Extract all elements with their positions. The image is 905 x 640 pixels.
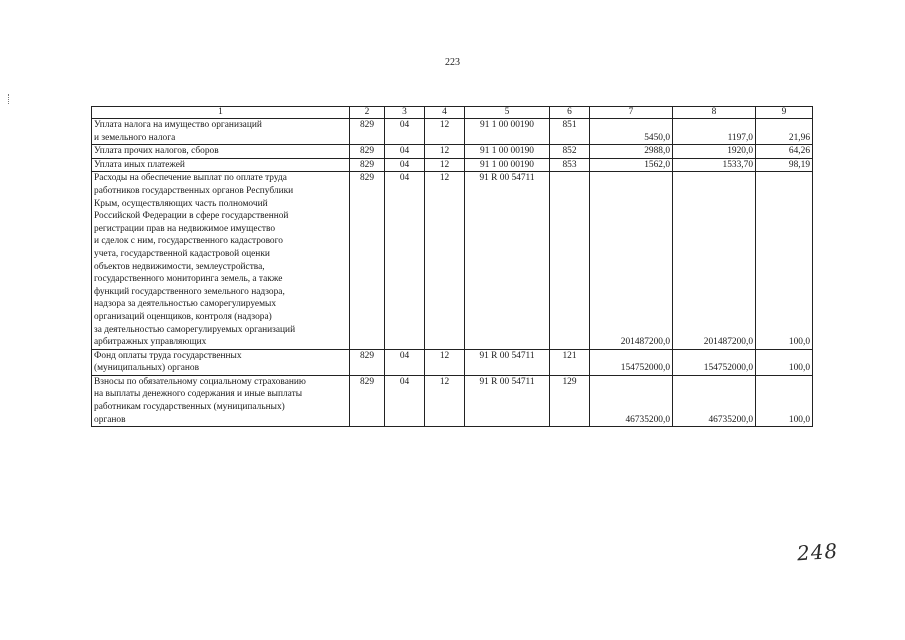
cell-code-6: 129 (550, 375, 590, 426)
header-cell: 4 (425, 107, 465, 119)
cell-code-6: 853 (550, 158, 590, 172)
header-cell: 9 (756, 107, 813, 119)
cell-code-6 (550, 172, 590, 349)
cell-value-9: 100,0 (756, 172, 813, 349)
cell-code-4: 12 (425, 119, 465, 145)
cell-code-2: 829 (350, 349, 385, 375)
row-name: Взносы по обязательному социальному страхованию на выплаты денежного содержания и иные выплаты работникам государственных (муниципальных) органов (92, 375, 350, 426)
cell-value-9: 98,19 (756, 158, 813, 172)
margin-mark (8, 94, 10, 104)
cell-code-5: 91 R 00 54711 (465, 375, 550, 426)
header-cell: 1 (92, 107, 350, 119)
header-cell: 5 (465, 107, 550, 119)
cell-value-8: 1920,0 (673, 145, 756, 159)
cell-value-7: 201487200,0 (590, 172, 673, 349)
cell-code-6: 121 (550, 349, 590, 375)
handwritten-page-note: 248 (796, 538, 839, 566)
cell-code-3: 04 (385, 172, 425, 349)
cell-code-3: 04 (385, 145, 425, 159)
cell-value-8: 46735200,0 (673, 375, 756, 426)
cell-code-5: 91 1 00 00190 (465, 119, 550, 145)
cell-code-2: 829 (350, 158, 385, 172)
table-row (92, 172, 813, 349)
cell-code-5: 91 R 00 54711 (465, 172, 550, 349)
table-row (92, 375, 813, 426)
cell-value-8: 1197,0 (673, 119, 756, 145)
cell-code-6: 851 (550, 119, 590, 145)
cell-code-4: 12 (425, 349, 465, 375)
cell-value-8: 154752000,0 (673, 349, 756, 375)
cell-value-8: 201487200,0 (673, 172, 756, 349)
row-name: Уплата налога на имущество организаций и земельного налога (92, 119, 350, 145)
header-cell: 8 (673, 107, 756, 119)
cell-code-2: 829 (350, 375, 385, 426)
row-name: Расходы на обеспечение выплат по оплате труда работников государственных органов Республики Крым, осуществляющих часть полномочий Российской Федерации в сфере государственной регистрации прав на недвижимое имущество и сделок с ним, государственного кадастрового учета, государственной кадастровой оценки объектов недвижимости, землеустройства, государственного мониторинга земель, а также функций государственного земельного надзора, надзора за деятельностью саморегулируемых организаций оценщиков, контроля (надзора) за деятельностью саморегулируемых организаций арбитражных управляющих (92, 172, 350, 349)
cell-value-7: 2988,0 (590, 145, 673, 159)
cell-value-9: 100,0 (756, 349, 813, 375)
budget-table (91, 106, 813, 427)
row-name: Уплата иных платежей (92, 158, 350, 172)
cell-code-3: 04 (385, 158, 425, 172)
cell-code-5: 91 1 00 00190 (465, 145, 550, 159)
cell-code-2: 829 (350, 145, 385, 159)
cell-code-2: 829 (350, 119, 385, 145)
table-row (92, 158, 813, 172)
header-cell: 7 (590, 107, 673, 119)
cell-code-5: 91 R 00 54711 (465, 349, 550, 375)
cell-code-4: 12 (425, 158, 465, 172)
cell-code-3: 04 (385, 119, 425, 145)
cell-value-7: 154752000,0 (590, 349, 673, 375)
cell-value-7: 5450,0 (590, 119, 673, 145)
cell-value-7: 46735200,0 (590, 375, 673, 426)
header-cell: 6 (550, 107, 590, 119)
row-name: Фонд оплаты труда государственных (муниципальных) органов (92, 349, 350, 375)
table-row (92, 145, 813, 159)
cell-code-4: 12 (425, 172, 465, 349)
header-row (92, 107, 813, 119)
cell-code-6: 852 (550, 145, 590, 159)
cell-value-7: 1562,0 (590, 158, 673, 172)
cell-value-8: 1533,70 (673, 158, 756, 172)
cell-code-3: 04 (385, 375, 425, 426)
table-row (92, 119, 813, 145)
table-row (92, 349, 813, 375)
cell-value-9: 21,96 (756, 119, 813, 145)
cell-code-2: 829 (350, 172, 385, 349)
row-name: Уплата прочих налогов, сборов (92, 145, 350, 159)
cell-code-4: 12 (425, 145, 465, 159)
cell-code-4: 12 (425, 375, 465, 426)
header-cell: 2 (350, 107, 385, 119)
page-number: 223 (445, 57, 460, 68)
cell-value-9: 64,26 (756, 145, 813, 159)
cell-value-9: 100,0 (756, 375, 813, 426)
header-cell: 3 (385, 107, 425, 119)
cell-code-3: 04 (385, 349, 425, 375)
cell-code-5: 91 1 00 00190 (465, 158, 550, 172)
